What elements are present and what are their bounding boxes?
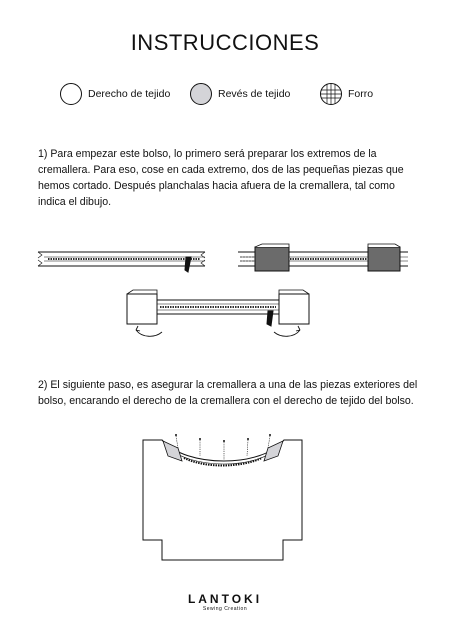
brand-logo <box>0 592 450 612</box>
legend-reves-label: Revés de tejido <box>218 88 291 100</box>
step-2-text: 2) El siguiente paso, es asegurar la cremallera a una de las piezas exteriores del bolso, encarando el derecho de la cremallera con el derecho de tejido del bolso. <box>38 379 418 407</box>
bag-exterior-piece <box>143 434 302 560</box>
brand-tagline: Sewing Creation <box>202 606 248 612</box>
step-1-text: 1) Para empezar este bolso, lo primero será preparar los extremos de la cremallera. Para eso, cose en cada extremo, dos de las pequeñas piezas que hemos cortado. Después planchalas hacia afuera de la cremallera, tal como indica el dibujo. <box>38 148 404 208</box>
legend-forro-label: Forro <box>348 88 374 100</box>
legend-derecho-label: Derecho de tejido <box>88 88 171 100</box>
page-title: INSTRUCCIONES <box>130 30 320 55</box>
brand-name: LANTOKI <box>187 592 263 606</box>
